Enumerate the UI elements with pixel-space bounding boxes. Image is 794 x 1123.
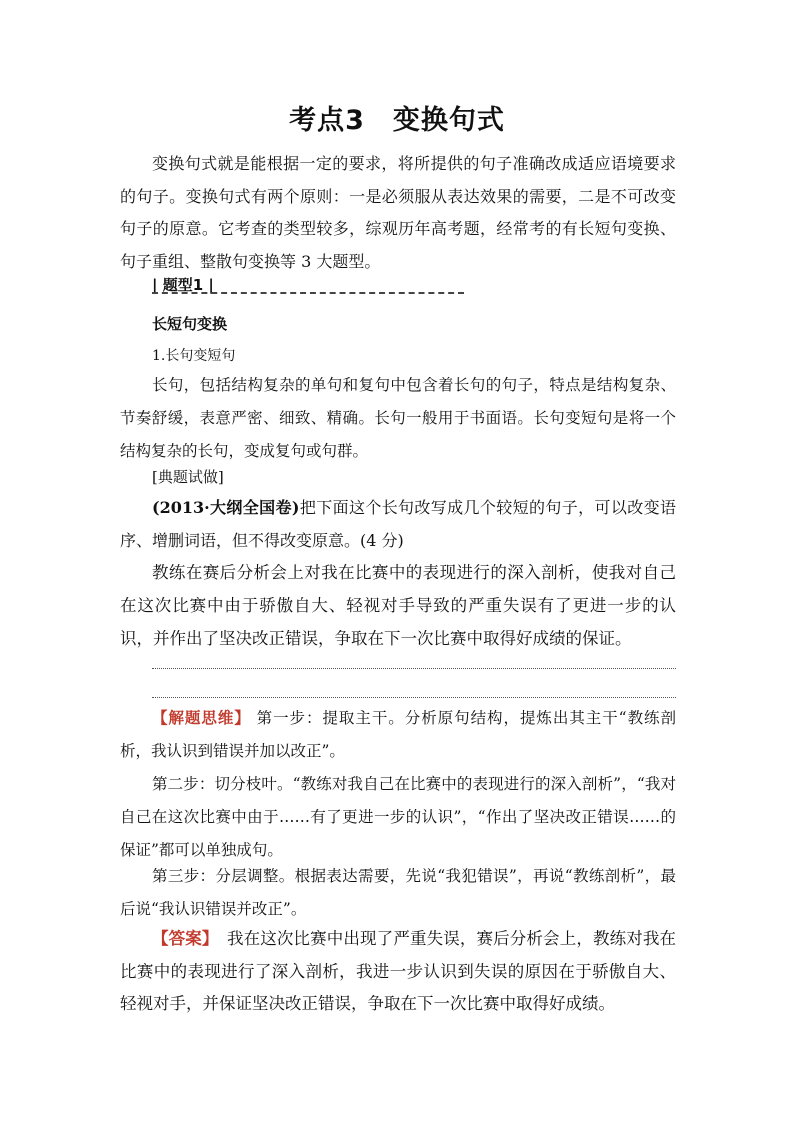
example-label: [典题试做] <box>152 468 224 486</box>
analysis-label: 【解题思维】 <box>152 709 251 727</box>
answer-label: 【答案】 <box>152 929 211 948</box>
answer-line-2 <box>152 697 676 698</box>
intro-paragraph: 变换句式就是能根据一定的要求，将所提供的句子准确改成适应语境要求的句子。变换句式有两个原则：一是必须服从表达效果的需要，二是不可改变句子的原意。它考查的类型较多，综观历年高考题，经常考的有长短句变换、句子重组、整散句变换等 3 大题型。 <box>120 154 676 271</box>
answer-text: 我在这次比赛中出现了严重失误，赛后分析会上，教练对我在比赛中的表现进行了深入剖析，我进一步认识到失误的原因在于骄傲自大、轻视对手，并保证坚决改正错误，争取在下一次比赛中取得好成绩。 <box>120 929 677 1013</box>
sub-heading: 1.长句变短句 <box>152 348 236 364</box>
section-heading: 长短句变换 <box>152 315 228 333</box>
answer-paragraph <box>120 923 676 1021</box>
analysis-step1: 第一步：提取主干。分析原句结构，提炼出其主干“教练剖析，我认识到错误并加以改正”。 <box>120 709 676 760</box>
page-title: 考点3 变换句式 <box>289 105 505 136</box>
answer-line-1 <box>152 668 676 669</box>
sub-heading-text: 长句，包括结构复杂的单句和复句中包含着长句的句子，特点是结构复杂、节奏舒缓，表意严密、细致、精确。长句一般用于书面语。长句变短句是将一个结构复杂的长句，变成复句或句群。 <box>120 376 676 460</box>
analysis-step3: 第三步：分层调整。根据表达需要，先说“我犯错误”，再说“教练剖析”，最后说“我认识错误并改正”。 <box>120 867 676 918</box>
analysis-step2: 第二步：切分枝叶。“教练对我自己在比赛中的表现进行的深入剖析”，“我对自己在这次比赛中由于……有了更进一步的认识”，“作出了坚决改正错误……的保证”都可以单独成句。 <box>120 775 676 859</box>
question-source: (2013·大纲全国卷) <box>152 498 300 517</box>
question-type-badge: | 题型1 | <box>152 276 214 294</box>
question-paragraph <box>120 492 676 557</box>
question-text: 把下面这个长句改写成几个较短的句子，可以改变语序、增删词语，但不得改变原意。(4 分) <box>120 498 676 550</box>
badge-dashed-divider <box>152 292 464 294</box>
analysis-step1-paragraph <box>120 702 676 768</box>
question-sentence: 教练在赛后分析会上对我在比赛中的表现进行的深入剖析，使我对自己在这次比赛中由于骄傲自大、轻视对手导致的严重失误有了更进一步的认识，并作出了坚决改正错误，争取在下一次比赛中取得好成绩的保证。 <box>120 563 676 648</box>
